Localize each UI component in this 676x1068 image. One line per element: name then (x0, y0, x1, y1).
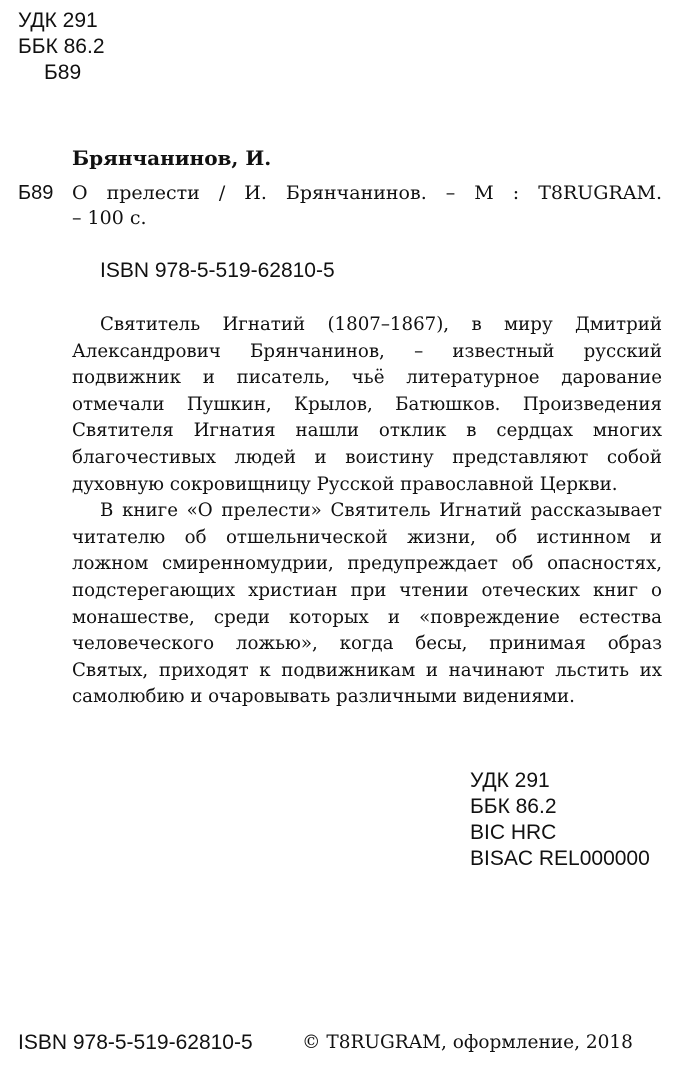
udk-code: УДК 291 (18, 9, 98, 32)
catalog-isbn: ISBN 978-5-519-62810-5 (100, 259, 335, 282)
catalog-pages-line: – 100 с. (72, 207, 147, 229)
author-mark: Б89 (44, 61, 82, 84)
classification-codes-bottom (470, 768, 650, 872)
bisac-code: BISAC REL000000 (470, 847, 650, 870)
catalog-author: Брянчанинов, И. (72, 146, 272, 170)
bbk-code: ББК 86.2 (18, 35, 105, 58)
bic-code: BIC HRC (470, 821, 557, 844)
udk-code: УДК 291 (470, 769, 550, 792)
bbk-code: ББК 86.2 (470, 795, 557, 818)
footer-copyright: © T8RUGRAM, оформление, 2018 (302, 1032, 633, 1053)
book-annotation (72, 312, 662, 711)
annotation-paragraph-2: В книге «О прелести» Святитель Игнатий рассказывает читателю об отшельнической жизни, об истинном и ложном смиренномудрии, предупреждает об опасностях, подстерегающих христиан при чтении отеческих книг о монашестве, среди которых и «повреждение естества человеческого ложью», когда бесы, принимая образ Святых, приходят к подвижникам и начинают льстить их самолюбию и очаровывать различными видениями. (72, 500, 662, 708)
annotation-paragraph-1: Святитель Игнатий (1807–1867), в миру Дмитрий Александрович Брянчанинов, – известный русский подвижник и писатель, чьё литературное дарование отмечали Пушкин, Крылов, Батюшков. Произведения Святителя Игнатия нашли отклик в сердцах многих благочестивых людей и воистину представляют собой духовную сокровищницу Русской православной Церкви. (72, 314, 662, 495)
catalog-code: Б89 (18, 182, 54, 204)
catalog-title-line: О прелести / И. Брянчанинов. – М : T8RUGRAM. (72, 182, 662, 204)
classification-codes-top (18, 8, 105, 86)
footer-isbn: ISBN 978-5-519-62810-5 (18, 1031, 253, 1054)
